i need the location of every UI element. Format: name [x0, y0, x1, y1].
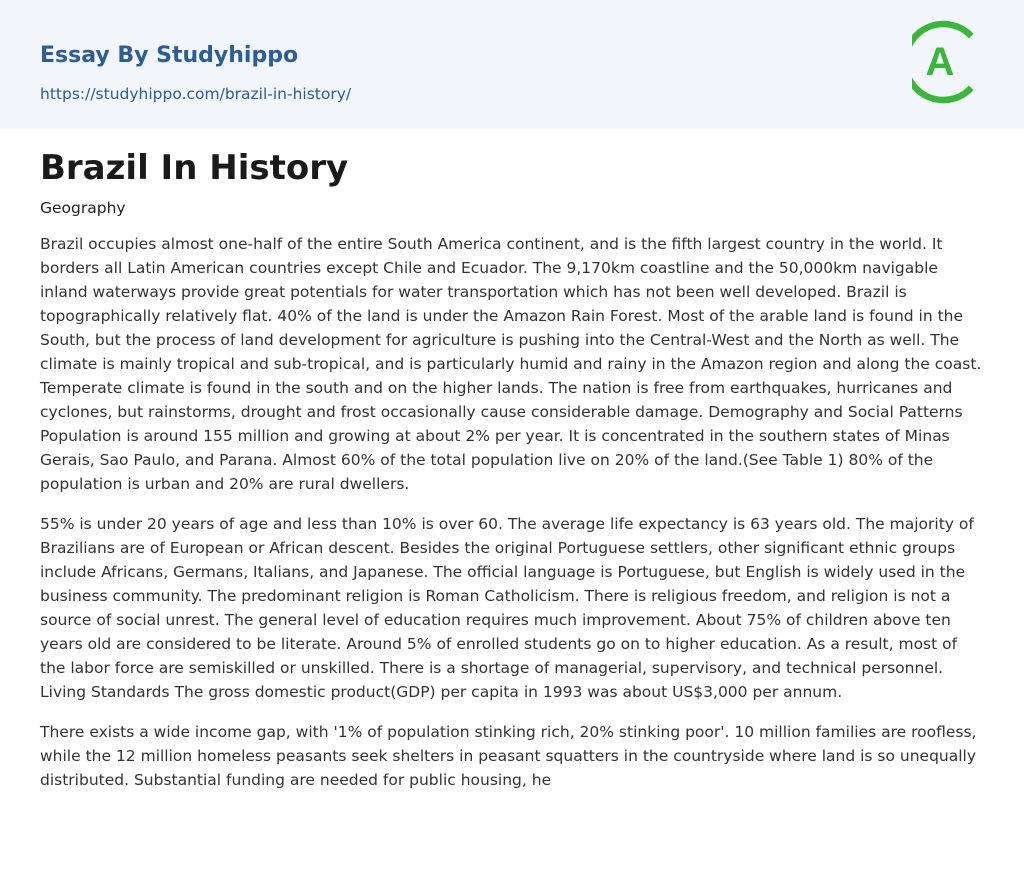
- site-header: [0, 0, 1024, 129]
- logo-letter: A: [925, 40, 955, 84]
- logo-icon[interactable]: [912, 19, 986, 105]
- site-brand[interactable]: Essay By Studyhippo: [40, 43, 299, 68]
- page-title: Brazil In History: [40, 148, 349, 188]
- category-label: Geography: [40, 199, 126, 217]
- article-url-link[interactable]: https://studyhippo.com/brazil-in-history/: [40, 85, 352, 103]
- article-paragraph: Brazil occupies almost one-half of the entire South America continent, and is the fifth largest country in the world. It borders all Latin American countries except Chile and Ecuador. The 9,170km coastline and the 50,000km navigable inland waterways provide great potentials for water transportation which has not been well developed. Brazil is topographically relatively flat. 40% of the land is under the Amazon Rain Forest. Most of the arable land is found in the South, but the process of land development for agriculture is pushing into the Central-West and the North as well. The climate is mainly tropical and sub-tropical, and is particularly humid and rainy in the Amazon region and along the coast. Temperate climate is found in the south and on the higher lands. The nation is free from earthquakes, hurricanes and cyclones, but rainstorms, drought and frost occasionally cause considerable damage. Demography and Social Patterns Population is around 155 million and growing at about 2% per year. It is concentrated in the southern states of Minas Gerais, Sao Paulo, and Parana. Almost 60% of the total population live on 20% of the land.(See Table 1) 80% of the population is urban and 20% are rural dwellers.: [40, 235, 982, 493]
- article-paragraph: There exists a wide income gap, with '1% of population stinking rich, 20% stinking poor'. 10 million families are roofless, while the 12 million homeless peasants seek shelters in peasant squatters in the countryside where land is so unequally distributed. Substantial funding are needed for public housing, he: [40, 723, 977, 789]
- article-paragraph: 55% is under 20 years of age and less than 10% is over 60. The average life expectancy is 63 years old. The majority of Brazilians are of European or African descent. Besides the original Portuguese settlers, other significant ethnic groups include Africans, Germans, Italians, and Japanese. The official language is Portuguese, but English is widely used in the business community. The predominant religion is Roman Catholicism. There is religious freedom, and religion is not a source of social unrest. The general level of education requires much improvement. About 75% of children above ten years old are considered to be literate. Around 5% of enrolled students go on to higher education. As a result, most of the labor force are semiskilled or unskilled. There is a shortage of managerial, supervisory, and technical personnel. Living Standards The gross domestic product(GDP) per capita in 1993 was about US$3,000 per annum.: [40, 515, 974, 701]
- article: [40, 140, 984, 792]
